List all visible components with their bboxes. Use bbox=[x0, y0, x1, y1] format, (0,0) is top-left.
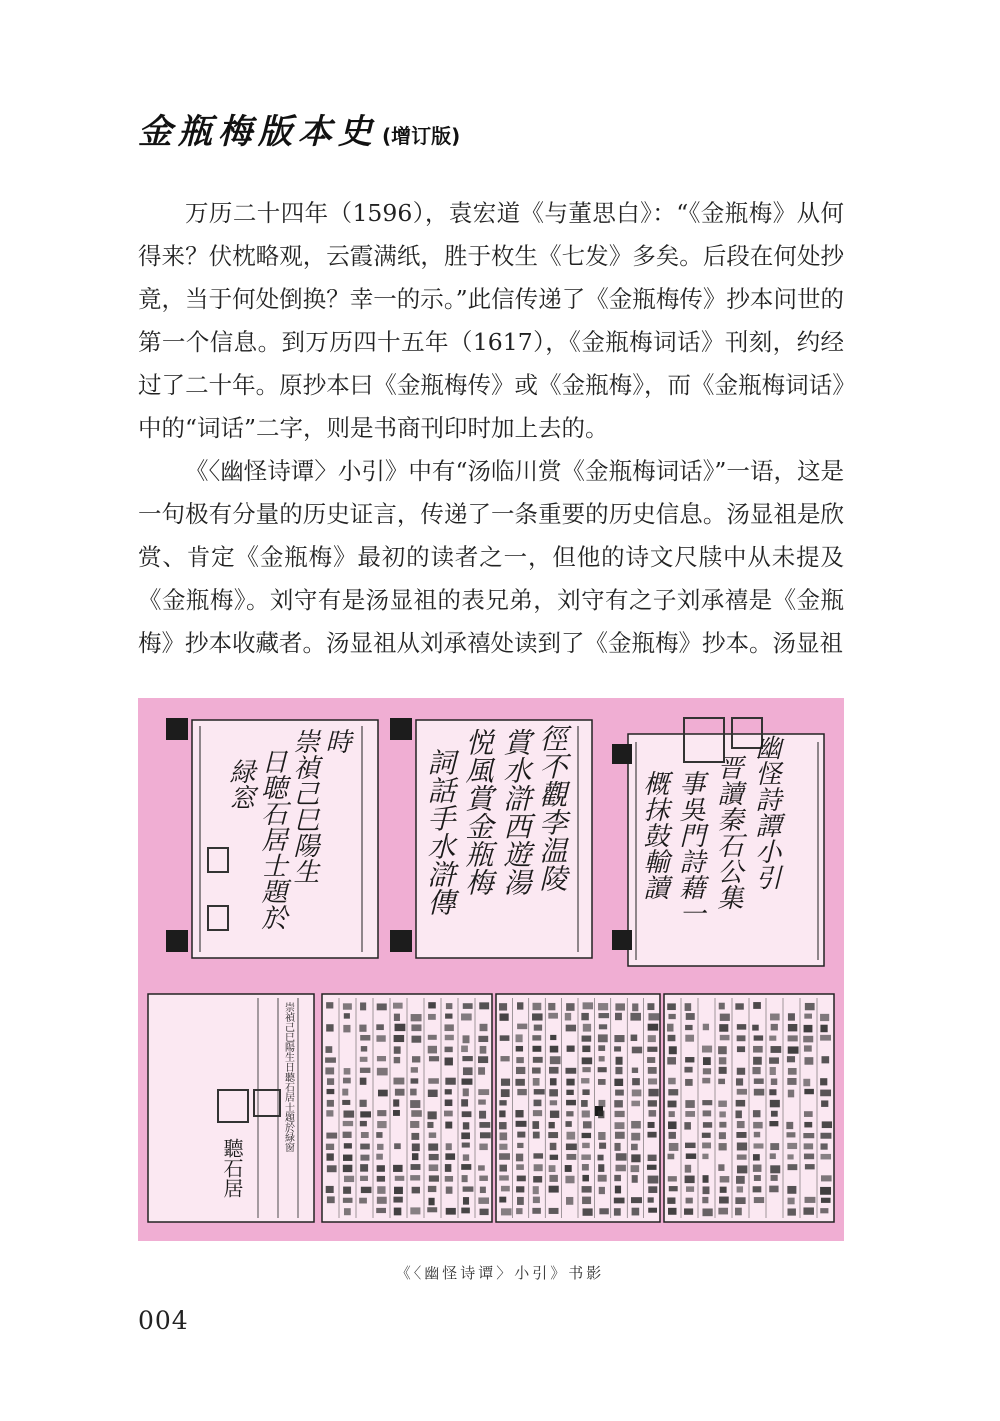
facsimile-panel-bottom-left bbox=[148, 994, 314, 1222]
facsimile-panel-2 bbox=[390, 718, 592, 958]
facsimile-printed-pages bbox=[322, 994, 834, 1222]
scan-column: 悦風賞金瓶梅 bbox=[461, 728, 495, 896]
book-edition: (增订版) bbox=[382, 124, 461, 148]
facsimile-panel-3 bbox=[612, 718, 824, 966]
scan-column: 時 bbox=[321, 728, 351, 754]
book-facsimile-figure bbox=[138, 698, 844, 1241]
facsimile-scan bbox=[138, 698, 844, 1241]
paragraph: 《〈幽怪诗谭〉小引》中有“汤临川赏《金瓶梅词话》”一语，这是一句极有分量的历史证言，传递了一条重要的历史信息。汤显祖是欣赏、肯定《金瓶梅》最初的读者之一，但他的诗文尺牍中从未提及《金瓶梅》。刘守有是汤显祖的表兄弟，刘守有之子刘承禧是《金瓶梅》抄本收藏者。汤显祖从刘承禧处读到了《金瓶梅》抄本。汤显祖 bbox=[138, 457, 844, 657]
scan-column: 崇禎己巳陽生 bbox=[289, 728, 319, 884]
scan-column: 徑不觀李温陵 bbox=[535, 724, 569, 892]
page-number: 004 bbox=[138, 1306, 189, 1335]
running-header bbox=[138, 104, 460, 153]
scan-column: 晋讀秦石公集 bbox=[713, 754, 743, 910]
scan-column: 賞水滸西遊湯 bbox=[499, 728, 533, 896]
scan-column: 日聴石居士題於 bbox=[257, 748, 287, 930]
scan-column: 幽怪詩譚小引 bbox=[751, 734, 781, 890]
facsimile-panel-1 bbox=[166, 718, 378, 958]
figure-caption: 《〈幽怪诗谭〉小引》书影 bbox=[395, 1264, 605, 1282]
scan-column: 緑窓 bbox=[225, 758, 255, 810]
scan-column: 事吳門詩藉一 bbox=[675, 770, 705, 926]
scan-column: 概抹鼓輸讀 bbox=[639, 770, 669, 900]
body-text bbox=[138, 192, 844, 665]
scan-column: 詞話手水滸傳 bbox=[423, 748, 457, 916]
scan-column: 聽石居 bbox=[220, 1138, 244, 1198]
scan-column: 崇禎己巳陽生日聽石居士題於緑窗 bbox=[282, 1002, 294, 1152]
paragraph: 万历二十四年（1596），袁宏道《与董思白》：“《金瓶梅》从何得来？伏枕略观，云霞满纸，胜于枚生《七发》多矣。后段在何处抄竟，当于何处倒换？幸一的示。”此信传递了《金瓶梅传》抄本问世的第一个信息。到万历四十五年（1617），《金瓶梅词话》刊刻，约经过了二十年。原抄本曰《金瓶梅传》或《金瓶梅》，而《金瓶梅词话》中的“词话”二字，则是书商刊印时加上去的。 bbox=[138, 199, 844, 442]
book-title: 金瓶梅版本史 bbox=[138, 112, 378, 152]
